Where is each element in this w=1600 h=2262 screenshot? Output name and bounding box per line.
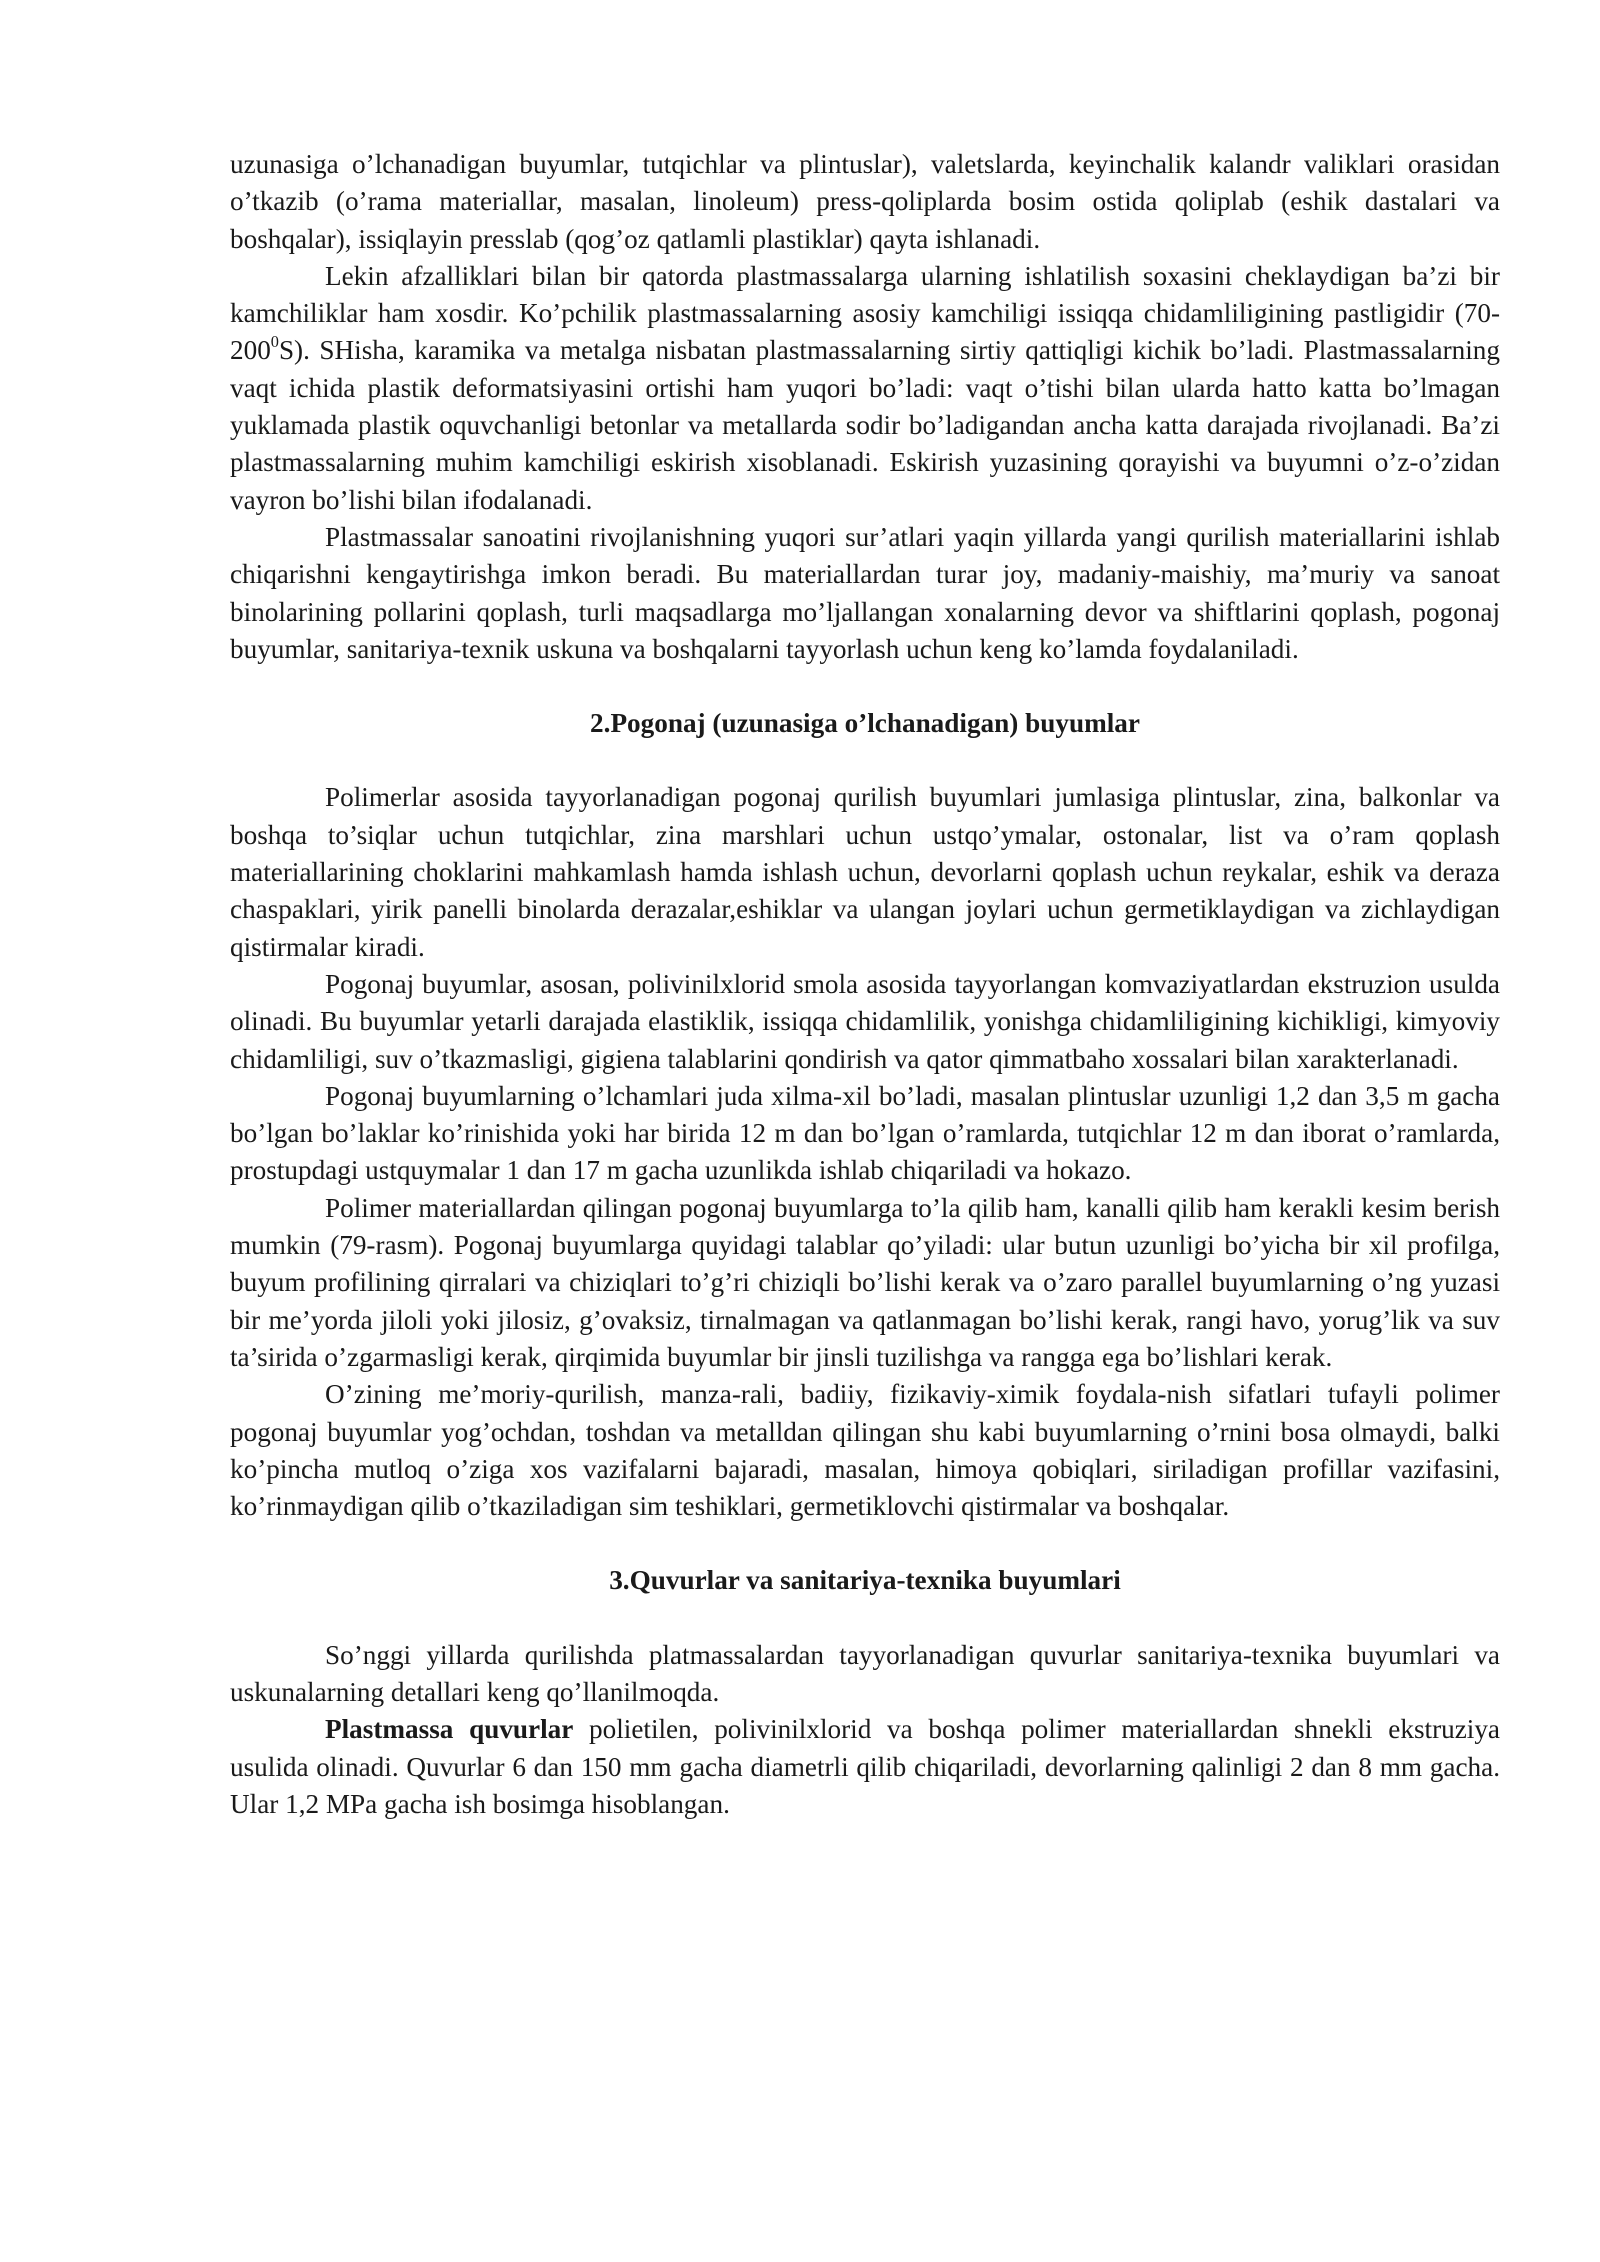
paragraph-disadvantages	[230, 258, 1500, 519]
paragraph-text: S). SHisha, karamika va metalga nisbatan plastmassalarning sirtiy qattiqligi kichik bo’ladi. Plastmassalarning vaqt ichida plastik deformatsiyasini ortishi ham yuqori bo’ladi: vaqt o’tishi bilan ularda hatto katta bo’lmagan yuklamada plastik oquvchanligi betonlar va metallarda sodir bo’ladigandan ancha katta darajada rivojlanadi. Ba’zi plastmassalarning muhim kamchiligi eskirish xisoblanadi. Eskirish yuzasining qorayishi va buyumni o’z-o’zidan vayron bo’lishi bilan ifodalanadi.	[230, 335, 1500, 515]
section-heading-3: 3.Quvurlar va sanitariya-texnika buyumlari	[609, 1565, 1121, 1596]
section-heading-2: 2.Pogonaj (uzunasiga o’lchanadigan) buyumlar	[590, 708, 1140, 739]
paragraph-industry: Plastmassalar sanoatini rivojlanishning yuqori sur’atlari yaqin yillarda yangi qurilish materiallarini ishlab chiqarishni kengaytirishga imkon beradi. Bu materiallardan turar joy, madaniy-maishiy, ma’muriy va sanoat binolarining pollarini qoplash, turli maqsadlarga mo’ljallangan xonalarning devor va shiftlarini qoplash, pogonaj buyumlar, sanitariya-texnik uskuna va boshqalarni tayyorlash uchun keng ko’lamda foydalaniladi.	[230, 521, 1500, 664]
paragraph-text: polietilen, polivinilxlorid va boshqa polimer materiallardan shnekli ekstruziya usulida olinadi. Quvurlar 6 dan 150 mm gacha diametrli qilib chiqariladi, devorlarning qalinligi 2 dan 8 mm gacha. Ular 1,2 MPa gacha ish bosimga hisoblangan.	[230, 1714, 1501, 1819]
paragraph-text: Lekin afzalliklari bilan bir qatorda plastmassalarga ularning ishlatilish soxasini cheklaydigan ba’zi bir kamchiliklar ham xosdir. Ko’pchilik plastmassalarning asosiy kamchiligi issiqqa chidamliligining pastligidir (70-200	[230, 260, 1500, 366]
bold-term: Plastmassa quvurlar	[325, 1714, 574, 1745]
paragraph-continuation: uzunasiga o’lchanadigan buyumlar, tutqichlar va plintuslar), valetslarda, keyinchalik kalandr valiklari orasidan o’tkazib (o’rama materiallar, masalan, linoleum) press-qoliplarda bosim ostida qoliplab (eshik dastalari va boshqalar), issiqlayin presslab (qog’oz qatlamli plastiklar) qayta ishlanadi.	[230, 149, 1500, 254]
paragraph-section2-3: Pogonaj buyumlarning o’lchamlari juda xilma-xil bo’ladi, masalan plintuslar uzunligi 1,2 dan 3,5 m gacha bo’lgan bo’laklar ko’rinishida yoki har birida 12 m dan bo’lgan o’ramlarda, tutqichlar 12 m dan iborat o’ramlarda, prostupdagi ustquymalar 1 dan 17 m gacha uzunlikda ishlab chiqariladi va hokazo.	[230, 1080, 1500, 1186]
paragraph-section2-2: Pogonaj buyumlar, asosan, polivinilxlorid smola asosida tayyorlangan komvaziyatlardan ekstruzion usulda olinadi. Bu buyumlar yetarli darajada elastiklik, issiqqa chidamlilik, yonishga chidamliligining kichikligi, kimyoviy chidamliligi, suv o’tkazmasligi, gigiena talablarini qondirish va qator qimmatbaho xossalari bilan xarakterlanadi.	[230, 968, 1500, 1074]
document-page	[230, 146, 1500, 1823]
paragraph-section2-1: Polimerlar asosida tayyorlanadigan pogonaj qurilish buyumlari jumlasiga plintuslar, zina, balkonlar va boshqa to’siqlar uchun tutqichlar, zina marshlari uchun ustqo’ymalar, ostonalar, list va o’ram qoplash materiallarining choklarini mahkamlash hamda ishlash uchun, devorlarni qoplash uchun reykalar, eshik va deraza chaspaklari, yirik panelli binolarda derazalar,eshiklar va ulangan joylari uchun germetiklaydigan va zichlaydigan qistirmalar kiradi.	[230, 782, 1500, 962]
paragraph-section2-5: O’zining me’moriy-qurilish, manza-rali, badiiy, fizikaviy-ximik foydala-nish sifatlari tufayli polimer pogonaj buyumlar yog’ochdan, toshdan va metalldan qilingan shu kabi buyumlarning o’rnini bosa olmaydi, balki ko’pincha mutloq o’ziga xos vazifalarni bajaradi, masalan, himoya qobiqlari, siriladigan profillar vazifasini, ko’rinmaydigan qilib o’tkaziladigan sim teshiklari, germetiklovchi qistirmalar va boshqalar.	[230, 1379, 1500, 1522]
paragraph-section3-2	[230, 1711, 1500, 1823]
paragraph-section3-1: So’nggi yillarda qurilishda platmassalardan tayyorlanadigan quvurlar sanitariya-texnika buyumlari va uskunalarning detallari keng qo’llanilmoqda.	[230, 1639, 1500, 1707]
superscript-degree: 0	[270, 331, 279, 351]
paragraph-section2-4: Polimer materiallardan qilingan pogonaj buyumlarga to’la qilib ham, kanalli qilib ham kerakli kesim berish mumkin (79-rasm). Pogonaj buyumlarga quyidagi talablar qo’yiladi: ular butun uzunligi bo’yicha bir xil profilga, buyum profilining qirralari va chiziqlari to’g’ri chiziqli bo’lishi kerak va o’zaro parallel buyumlarning o’ng yuzasi bir me’yorda jiloli yoki jilosiz, g’ovaksiz, tirnalmagan va qatlanmagan bo’lishi kerak, rangi havo, yorug’lik va suv ta’sirida o’zgarmasligi kerak, qirqimida buyumlar bir jinsli tuzilishga va rangga ega bo’lishlari kerak.	[230, 1192, 1500, 1372]
